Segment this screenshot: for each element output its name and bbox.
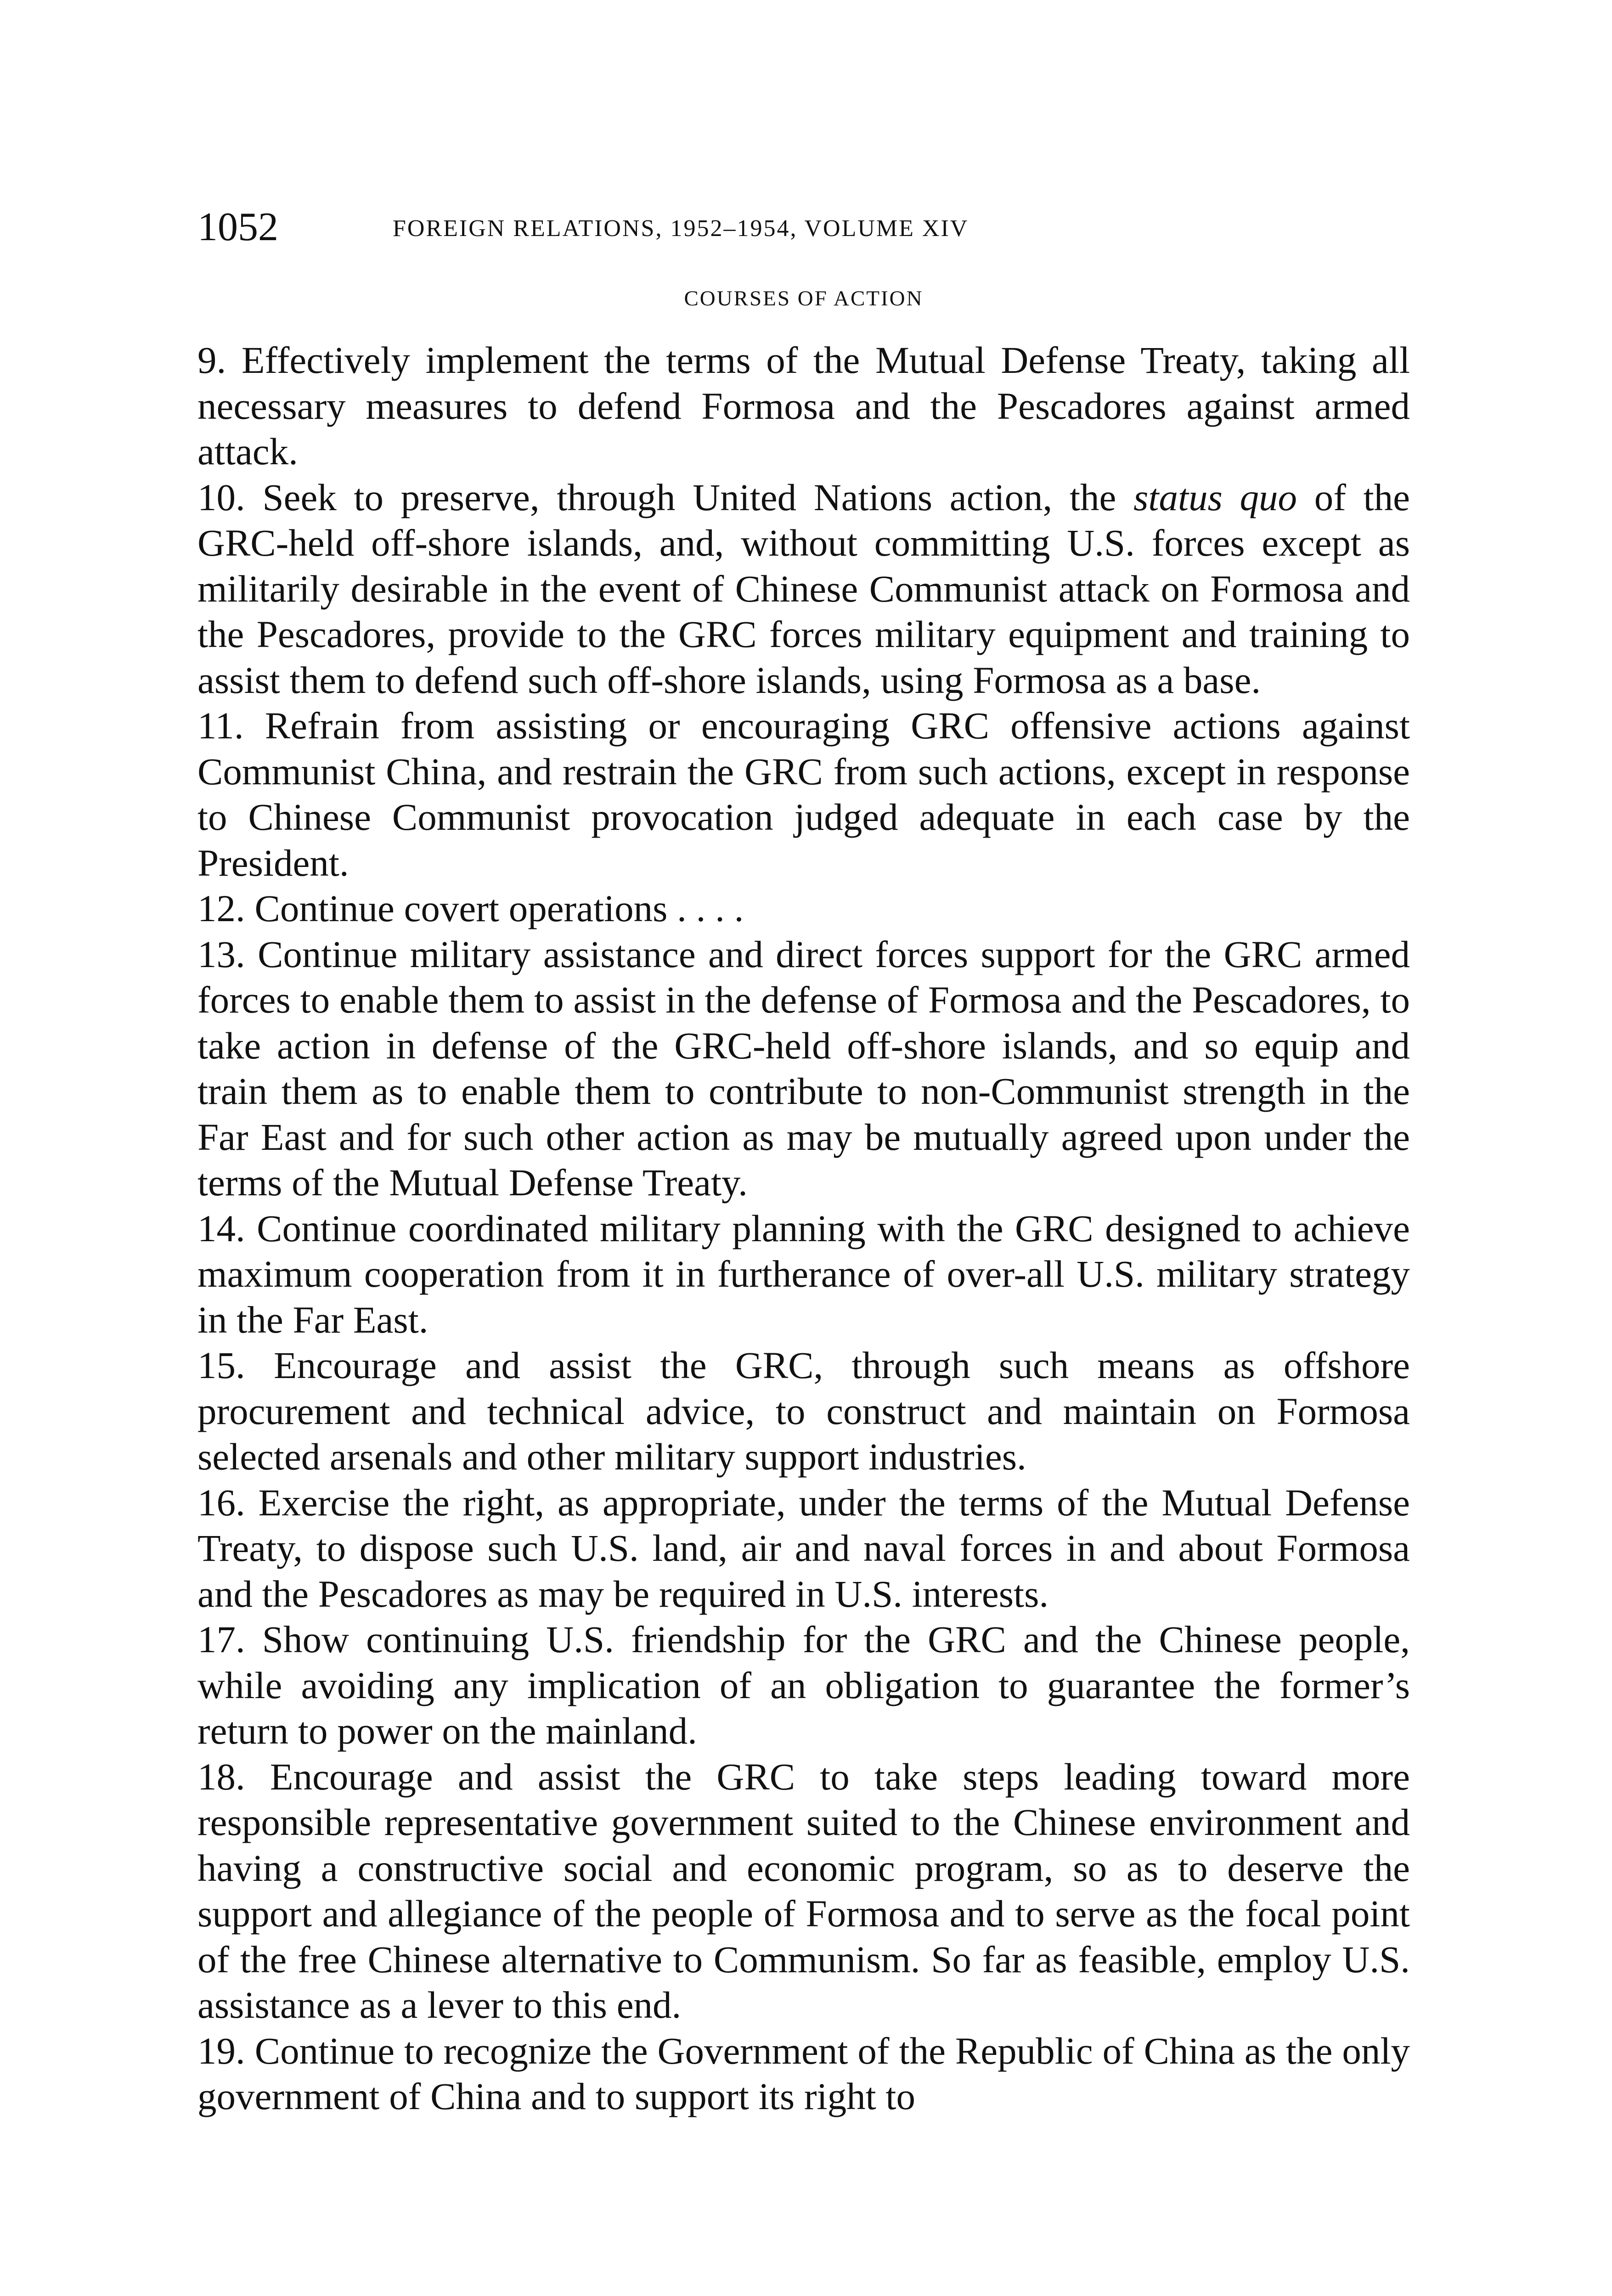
paragraph-19-text: 19. Continue to recognize the Government of the Republic of China as the only government of China and to support its right to: [197, 2029, 1410, 2117]
paragraph-19: [197, 2028, 1410, 2120]
paragraph-18: [197, 1754, 1410, 2028]
paragraph-14-text: 14. Continue coordinated military planning with the GRC designed to achieve maximum cooperation from it in furtherance of over-all U.S. military strategy in the Far East.: [197, 1207, 1410, 1341]
paragraph-13: [197, 932, 1410, 1206]
paragraph-15-text: 15. Encourage and assist the GRC, through such means as offshore procurement and technical advice, to construct and maintain on Formosa selected arsenals and other military support industries.: [197, 1344, 1410, 1478]
paragraph-9-text: 9. Effectively implement the terms of the Mutual Defense Treaty, taking all necessary measures to defend Formosa and the Pescadores against armed attack.: [197, 339, 1410, 473]
paragraph-17-text: 17. Show continuing U.S. friendship for the GRC and the Chinese people, while avoiding any implication of an obligation to guarantee the former’s return to power on the mainland.: [197, 1618, 1410, 1752]
paragraph-10-text-a: 10. Seek to preserve, through United Nations action, the: [197, 476, 1134, 518]
running-title: FOREIGN RELATIONS, 1952–1954, VOLUME XIV: [393, 215, 969, 242]
paragraph-18-text: 18. Encourage and assist the GRC to take steps leading toward more responsible representative government suited to the Chinese environment and having a constructive social and economic program, so as to deserve the support and allegiance of the people of Formosa and to serve as the focal point of the free Chinese alternative to Communism. So far as feasible, employ U.S. assistance as a lever to this end.: [197, 1755, 1410, 2026]
paragraph-9: [197, 338, 1410, 475]
paragraph-10-text-b: of the GRC-held off-shore islands, and, without committing U.S. forces except as militarily desirable in the event of Chinese Communist attack on Formosa and the Pescadores, provide to the GRC forces military equipment and training to assist them to defend such off-shore islands, using Formosa as a base.: [197, 476, 1410, 701]
paragraph-15: [197, 1343, 1410, 1480]
paragraph-13-text: 13. Continue military assistance and direct forces support for the GRC armed forces to enable them to assist in the defense of Formosa and the Pescadores, to take action in defense of the GRC-held off-shore islands, and so equip and train them as to enable them to contribute to non-Communist strength in the Far East and for such other action as may be mutually agreed upon under the terms of the Mutual Defense Treaty.: [197, 933, 1410, 1204]
paragraph-12: [197, 886, 1410, 932]
paragraph-11: [197, 703, 1410, 886]
paragraph-14: [197, 1206, 1410, 1343]
page-number: 1052: [197, 205, 278, 249]
section-heading: COURSES OF ACTION: [684, 287, 924, 310]
paragraph-17: [197, 1617, 1410, 1754]
body-text: [197, 338, 1410, 2120]
paragraph-12-text: 12. Continue covert operations . . . .: [197, 887, 744, 929]
paragraph-16-text: 16. Exercise the right, as appropriate, under the terms of the Mutual Defense Treaty, to dispose such U.S. land, air and naval forces in and about Formosa and the Pescadores as may be required in U.S. interests.: [197, 1481, 1410, 1615]
paragraph-11-text: 11. Refrain from assisting or encouraging GRC offensive actions against Communist China, and restrain the GRC from such actions, except in response to Chinese Communist provocation judged adequate in each case by the President.: [197, 704, 1410, 884]
paragraph-10: [197, 475, 1410, 703]
paragraph-10-italic-term: status quo: [1133, 476, 1297, 518]
running-head: [197, 202, 1410, 253]
paragraph-16: [197, 1480, 1410, 1617]
